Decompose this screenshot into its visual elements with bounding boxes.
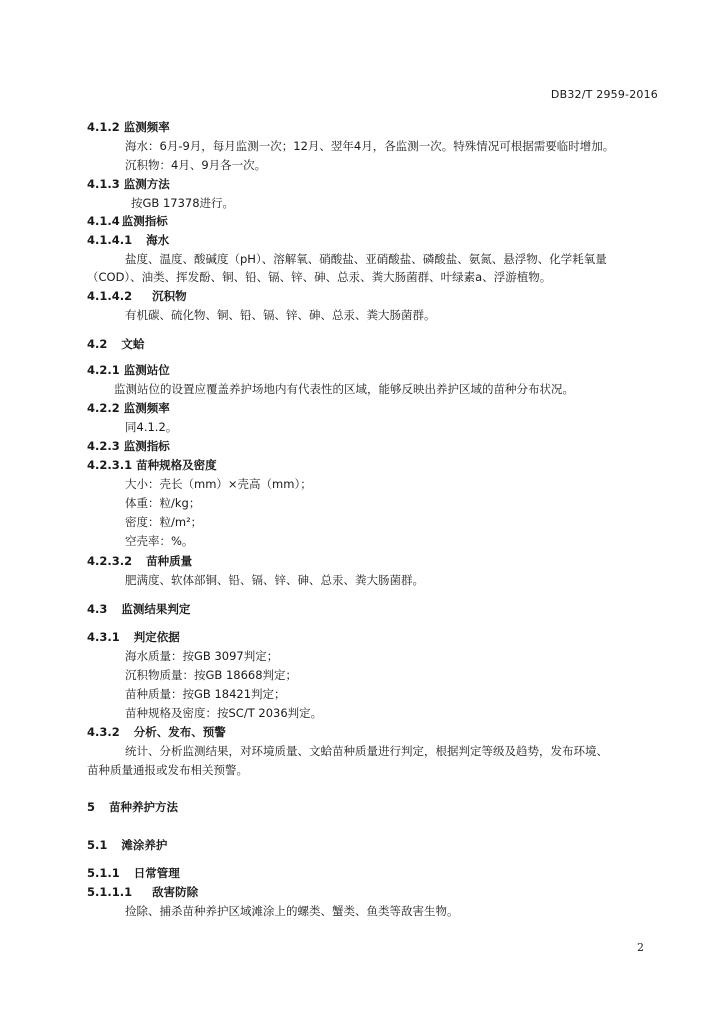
section-heading (87, 458, 217, 472)
section-number: 4.2.3 (87, 439, 120, 453)
body-text: （COD）、油类、挥发酚、铜、铅、镉、锌、砷、总汞、粪大肠菌群、叶绿素a、浮游植物。 (87, 270, 552, 284)
section-title: 分析、发布、预警 (133, 725, 226, 739)
section-title: 日常管理 (133, 866, 180, 880)
section-heading (87, 725, 226, 739)
body-text: 体重：粒/kg； (125, 496, 201, 510)
body-text: 按GB 17378进行。 (131, 196, 235, 210)
section-number: 4.1.2 (87, 120, 120, 134)
section-number: 5.1.1 (87, 866, 120, 880)
section-heading (87, 289, 187, 303)
section-number: 4.2.1 (87, 363, 120, 377)
section-title: 文蛤 (121, 337, 145, 351)
section-title: 海水 (146, 233, 170, 247)
section-number: 4.3 (87, 602, 108, 616)
section-number: 4.2.3.2 (87, 554, 133, 568)
section-number: 4.3.1 (87, 630, 120, 644)
section-title: 监测指标 (123, 439, 170, 453)
body-text: 密度：粒/m²； (125, 515, 203, 529)
body-text: 有机碳、硫化物、铜、铅、镉、锌、砷、总汞、粪大肠菌群。 (125, 308, 436, 322)
body-text: 苗种规格及密度：按SC/T 2036判定。 (125, 706, 323, 720)
body-text: 肥满度、软体部铜、铅、镉、锌、砷、总汞、粪大肠菌群。 (125, 573, 424, 587)
section-number: 5.1.1.1 (87, 885, 133, 899)
section-heading (87, 177, 170, 191)
section-heading (87, 630, 180, 644)
page-number: 2 (637, 941, 644, 954)
section-title: 沉积物 (152, 289, 187, 303)
body-text: 监测站位的设置应覆盖养护场地内有代表性的区域，能够反映出养护区域的苗种分布状况。 (114, 382, 574, 396)
section-number: 4.1.4 (87, 214, 120, 228)
section-number: 5.1 (87, 838, 108, 852)
section-title: 敌害防除 (152, 885, 199, 899)
document-code: DB32/T 2959-2016 (550, 88, 658, 101)
section-heading (87, 866, 180, 880)
body-text: 海水：6月-9月，每月监测一次；12月、翌年4月，各监测一次。特殊情况可根据需要临时增加。 (125, 139, 615, 153)
section-number: 4.1.4.1 (87, 233, 133, 247)
section-title: 判定依据 (133, 630, 180, 644)
section-title: 苗种规格及密度 (136, 458, 217, 472)
body-text: 统计、分析监测结果，对环境质量、文蛤苗种质量进行判定，根据判定等级及趋势，发布环境、 (125, 744, 608, 758)
section-title: 监测频率 (123, 401, 170, 415)
section-heading (87, 800, 178, 814)
body-text: 海水质量：按GB 3097判定； (125, 649, 279, 663)
body-text: 大小：壳长（mm）×壳高（mm）； (125, 477, 312, 491)
section-heading (87, 439, 170, 453)
body-text: 捡除、捕杀苗种养护区域滩涂上的螺类、蟹类、鱼类等敌害生物。 (125, 904, 459, 918)
section-heading (87, 214, 168, 228)
section-title: 苗种质量 (146, 554, 193, 568)
section-number: 4.3.2 (87, 725, 120, 739)
body-text: 沉积物质量：按GB 18668判定； (125, 668, 298, 682)
section-heading (87, 885, 198, 899)
section-title: 监测指标 (121, 214, 168, 228)
body-text: 沉积物：4月、9月各一次。 (125, 158, 267, 172)
section-heading (87, 233, 169, 247)
body-text: 盐度、温度、酸碱度（pH）、溶解氧、硝酸盐、亚硝酸盐、磷酸盐、氨氮、悬浮物、化学耗氧量 (125, 252, 607, 266)
section-number: 4.2.2 (87, 401, 120, 415)
section-number: 4.2 (87, 337, 108, 351)
section-heading (87, 602, 190, 616)
body-text: 空壳率：%。 (125, 534, 194, 548)
section-title: 监测结果判定 (121, 602, 191, 616)
section-heading (87, 838, 167, 852)
section-heading (87, 120, 170, 134)
section-title: 监测方法 (123, 177, 170, 191)
section-heading (87, 401, 170, 415)
section-number: 4.1.3 (87, 177, 120, 191)
section-number: 5 (87, 800, 96, 814)
section-heading (87, 337, 144, 351)
body-text: 苗种质量通报或发布相关预警。 (87, 763, 248, 777)
section-title: 监测频率 (123, 120, 170, 134)
section-heading (87, 554, 192, 568)
section-title: 苗种养护方法 (109, 800, 179, 814)
section-number: 4.1.4.2 (87, 289, 133, 303)
section-title: 监测站位 (123, 363, 170, 377)
body-text: 苗种质量：按GB 18421判定； (125, 687, 286, 701)
body-text: 同4.1.2。 (125, 420, 178, 434)
section-number: 4.2.3.1 (87, 458, 133, 472)
section-title: 滩涂养护 (121, 838, 168, 852)
section-heading (87, 363, 170, 377)
